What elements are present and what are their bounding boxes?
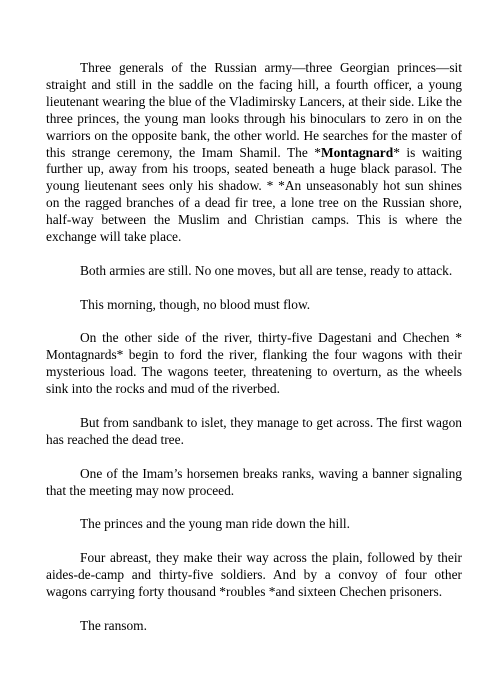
paragraph-text: Both armies are still. No one moves, but all are tense, ready to attack. xyxy=(80,262,453,278)
paragraph-text: * is waiting further up, away from his troops, seated beneath a huge black parasol. The young lieutenant sees only his shadow. * *An unseasonably hot sun shines on the ragged branches of a dead fir tree, a lone tree on the Russian shore, half-way between the Muslim and Christian camps. This is where the exchange will take place. xyxy=(46,144,462,245)
paragraph-ride-down xyxy=(46,516,462,533)
paragraph-four-abreast xyxy=(46,550,462,601)
paragraph-text: The ransom. xyxy=(80,617,147,633)
paragraph-text: One of the Imam’s horsemen breaks ranks, waving a banner signaling that the meeting may now proceed. xyxy=(46,465,462,498)
paragraph-ford-river xyxy=(46,330,462,398)
montagnard-emphasis: Montagnard xyxy=(321,144,394,160)
paragraph-generals xyxy=(46,60,462,246)
paragraph-horseman xyxy=(46,466,462,500)
paragraph-text: This morning, though, no blood must flow. xyxy=(80,296,311,312)
paragraph-text: The princes and the young man ride down the hill. xyxy=(80,516,350,532)
paragraph-text: On the other side of the river, thirty-five Dagestani and Chechen * Montagnards* begin to ford the river, flanking the four wagons with their mysterious load. The wagons teeter, threatening to overturn, as the wheels sink into the rocks and mud of the riverbed. xyxy=(46,330,462,397)
paragraph-text: Four abreast, they make their way across the plain, followed by their aides-de-camp and thirty-five soldiers. And by a convoy of four other wagons carrying forty thousand *roubles *and sixteen Chechen prisoners. xyxy=(46,550,462,599)
paragraph-no-blood xyxy=(46,297,462,314)
paragraph-text: Three generals of the Russian army—three Georgian princes—sit straight and still in the saddle on the facing hill, a fourth officer, a young lieutenant wearing the blue of the Vladimirsky Lancers, at their side. Like the three princes, the young man looks through his binoculars to zero in on the warriors on the opposite bank, the other world. He searches for the master of this strange ceremony, the Imam Shamil. The * xyxy=(46,60,462,160)
paragraph-armies-still xyxy=(46,263,462,280)
paragraph-sandbank xyxy=(46,415,462,449)
paragraph-ransom xyxy=(46,618,462,635)
paragraph-text: But from sandbank to islet, they manage to get across. The first wagon has reached the dead tree. xyxy=(46,414,462,447)
